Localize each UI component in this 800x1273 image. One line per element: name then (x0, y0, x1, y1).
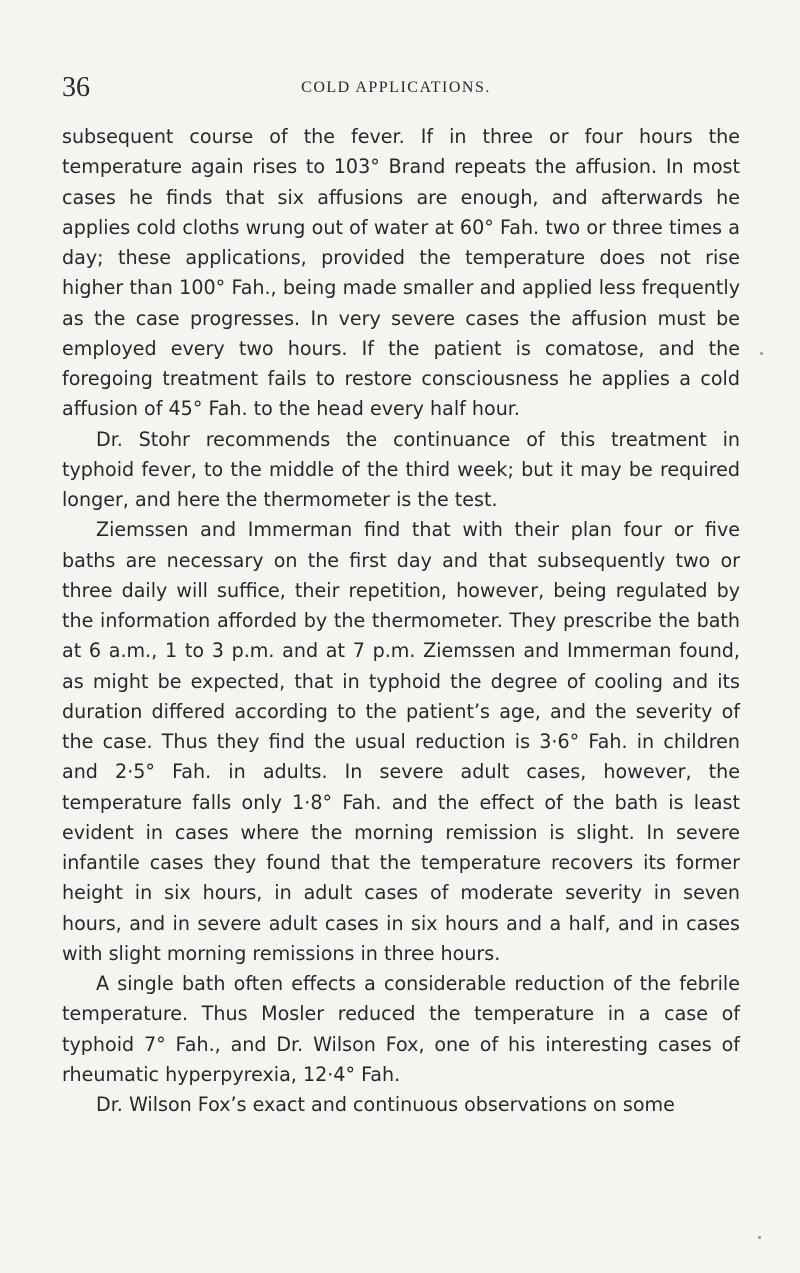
paragraph-ziemssen: Ziemssen and Immerman find that with their plan four or five baths are necessary on the first day and that subsequently two or three daily will suffice, their repetition, however, being regulated by the information afforded by the thermometer. They prescribe the bath at 6 a.m., 1 to 3 p.m. and at 7 p.m. Ziemssen and Immerman found, as might be expected, that in typhoid the degree of cooling and its duration differed according to the patient’s age, and the severity of the case. Thus they find the usual reduction is 3·6° Fah. in children and 2·5° Fah. in adults. In severe adult cases, however, the temperature falls only 1·8° Fah. and the effect of the bath is least evident in cases where the morning remission is slight. In severe infantile cases they found that the temperature recovers its former height in six hours, in adult cases of moderate severity in seven hours, and in severe adult cases in six hours and a half, and in cases with slight morning remissions in three hours. (62, 518, 740, 965)
running-title: COLD APPLICATIONS. (301, 79, 491, 96)
page-header (62, 72, 730, 112)
paper-speck (758, 1236, 761, 1239)
paragraph-single-bath: A single bath often effects a considerable reduction of the febrile temperature. Thus Mosler reduced the temperature in a case of typhoid 7° Fah., and Dr. Wilson Fox, one of his interesting cases of rheumatic hyperpyrexia, 12·4° Fah. (62, 972, 740, 1086)
paper-speck (760, 352, 763, 355)
paragraph-continued: subsequent course of the fever. If in three or four hours the temperature again rises to 103° Brand repeats the affusion. In most cases he finds that six affusions are enough, and afterwards he applies cold cloths wrung out of water at 60° Fah. two or three times a day; these applications, provided the temperature does not rise higher than 100° Fah., being made smaller and applied less frequently as the case progresses. In very severe cases the affusion must be employed every two hours. If the patient is comatose, and the foregoing treatment fails to restore consciousness he applies a cold affusion of 45° Fah. to the head every half hour. (62, 125, 740, 421)
page-number: 36 (62, 72, 90, 103)
body-text (62, 122, 740, 1120)
paragraph-wilson-fox: Dr. Wilson Fox’s exact and continuous observations on some (96, 1093, 675, 1116)
paragraph-stohr: Dr. Stohr recommends the continuance of this treatment in typhoid fever, to the middle of the third week; but it may be required longer, and here the thermometer is the test. (62, 427, 740, 511)
